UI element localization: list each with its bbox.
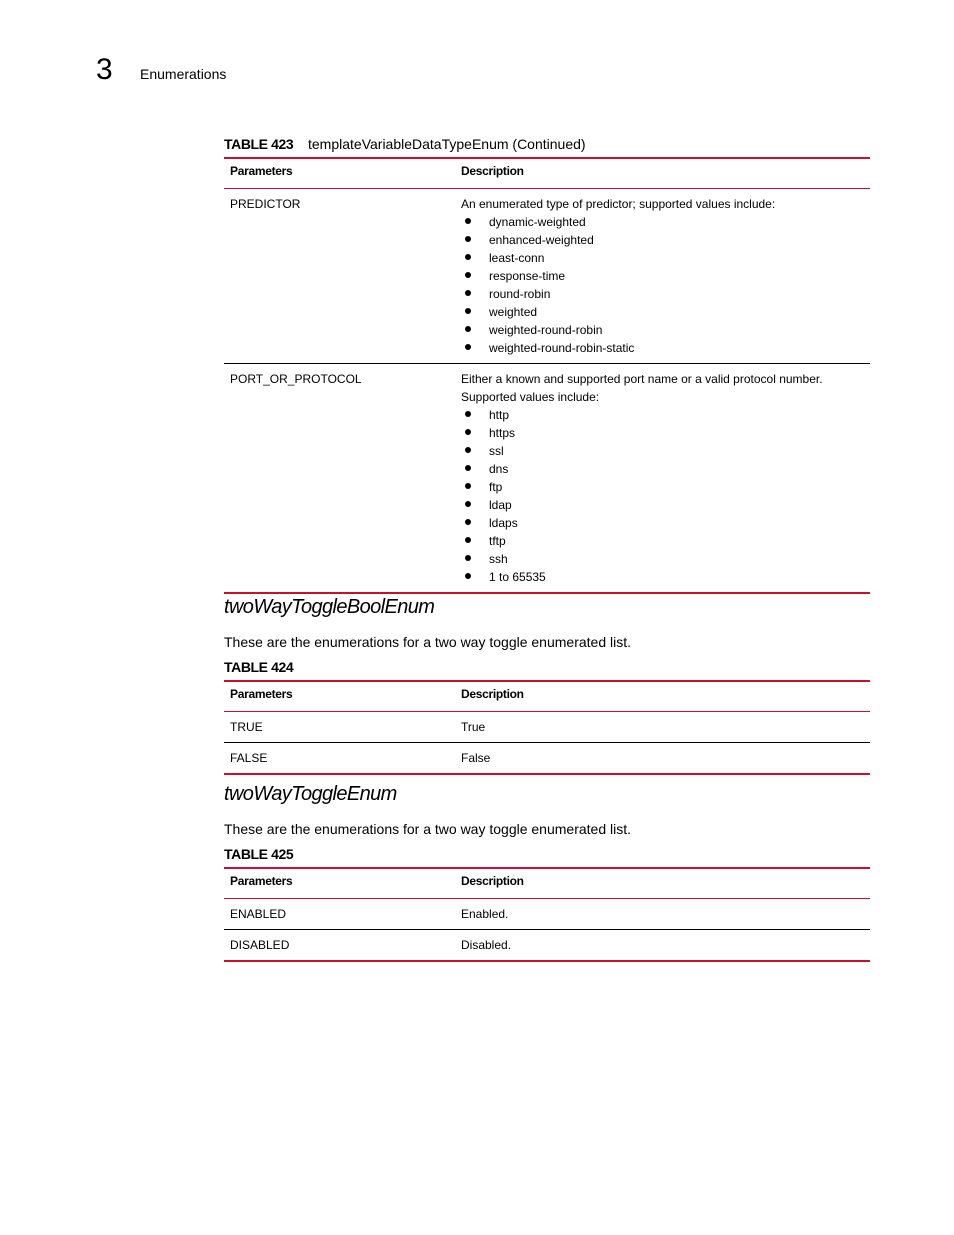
description-cell [455, 189, 870, 364]
section-intro: These are the enumerations for a two way toggle enumerated list. [224, 821, 631, 837]
column-header-parameters: Parameters [224, 868, 455, 899]
list-item: weighted-round-robin [461, 321, 864, 339]
column-header-description: Description [455, 868, 870, 899]
section-heading-bool-enum: twoWayToggleBoolEnum [224, 596, 435, 618]
list-item: dynamic-weighted [461, 213, 864, 231]
column-header-description: Description [455, 681, 870, 712]
table-425-caption [224, 845, 308, 863]
description-cell: True [455, 712, 870, 743]
description-text: An enumerated type of predictor; supported values include: [461, 197, 776, 211]
table-label: TABLE 425 [224, 846, 294, 862]
list-item: ssh [461, 550, 864, 568]
param-cell: TRUE [224, 712, 455, 743]
list-item: weighted-round-robin-static [461, 339, 864, 357]
chapter-title: Enumerations [140, 66, 227, 82]
description-cell: Disabled. [455, 930, 870, 962]
param-cell: PREDICTOR [224, 189, 455, 364]
param-cell: DISABLED [224, 930, 455, 962]
list-item: dns [461, 460, 864, 478]
table-header-row [224, 158, 870, 189]
value-list [461, 406, 864, 586]
list-item: response-time [461, 267, 864, 285]
section-heading-toggle-enum: twoWayToggleEnum [224, 783, 397, 805]
table-423 [224, 157, 870, 594]
table-row [224, 930, 870, 962]
list-item: weighted [461, 303, 864, 321]
table-424-caption [224, 658, 308, 676]
table-row [224, 899, 870, 930]
table-header-row [224, 681, 870, 712]
table-title: templateVariableDataTypeEnum (Continued) [308, 136, 586, 152]
description-cell: Enabled. [455, 899, 870, 930]
value-list [461, 213, 864, 357]
column-header-description: Description [455, 158, 870, 189]
list-item: http [461, 406, 864, 424]
list-item: least-conn [461, 249, 864, 267]
list-item: ldap [461, 496, 864, 514]
table-424 [224, 680, 870, 775]
list-item: enhanced-weighted [461, 231, 864, 249]
table-row [224, 743, 870, 775]
description-cell: False [455, 743, 870, 775]
table-row [224, 189, 870, 364]
list-item: round-robin [461, 285, 864, 303]
table-label: TABLE 423 [224, 136, 294, 152]
param-cell: FALSE [224, 743, 455, 775]
table-423-caption [224, 135, 586, 153]
list-item: ldaps [461, 514, 864, 532]
section-intro: These are the enumerations for a two way toggle enumerated list. [224, 634, 631, 650]
chapter-number: 3 [96, 53, 113, 86]
param-cell: ENABLED [224, 899, 455, 930]
list-item: ssl [461, 442, 864, 460]
table-label: TABLE 424 [224, 659, 294, 675]
list-item: https [461, 424, 864, 442]
param-cell: PORT_OR_PROTOCOL [224, 364, 455, 594]
description-cell [455, 364, 870, 594]
table-row [224, 364, 870, 594]
description-text: Either a known and supported port name or a valid protocol number. Supported values include: [461, 372, 823, 404]
table-425 [224, 867, 870, 962]
column-header-parameters: Parameters [224, 681, 455, 712]
list-item: tftp [461, 532, 864, 550]
table-row [224, 712, 870, 743]
table-header-row [224, 868, 870, 899]
list-item: 1 to 65535 [461, 568, 864, 586]
list-item: ftp [461, 478, 864, 496]
column-header-parameters: Parameters [224, 158, 455, 189]
